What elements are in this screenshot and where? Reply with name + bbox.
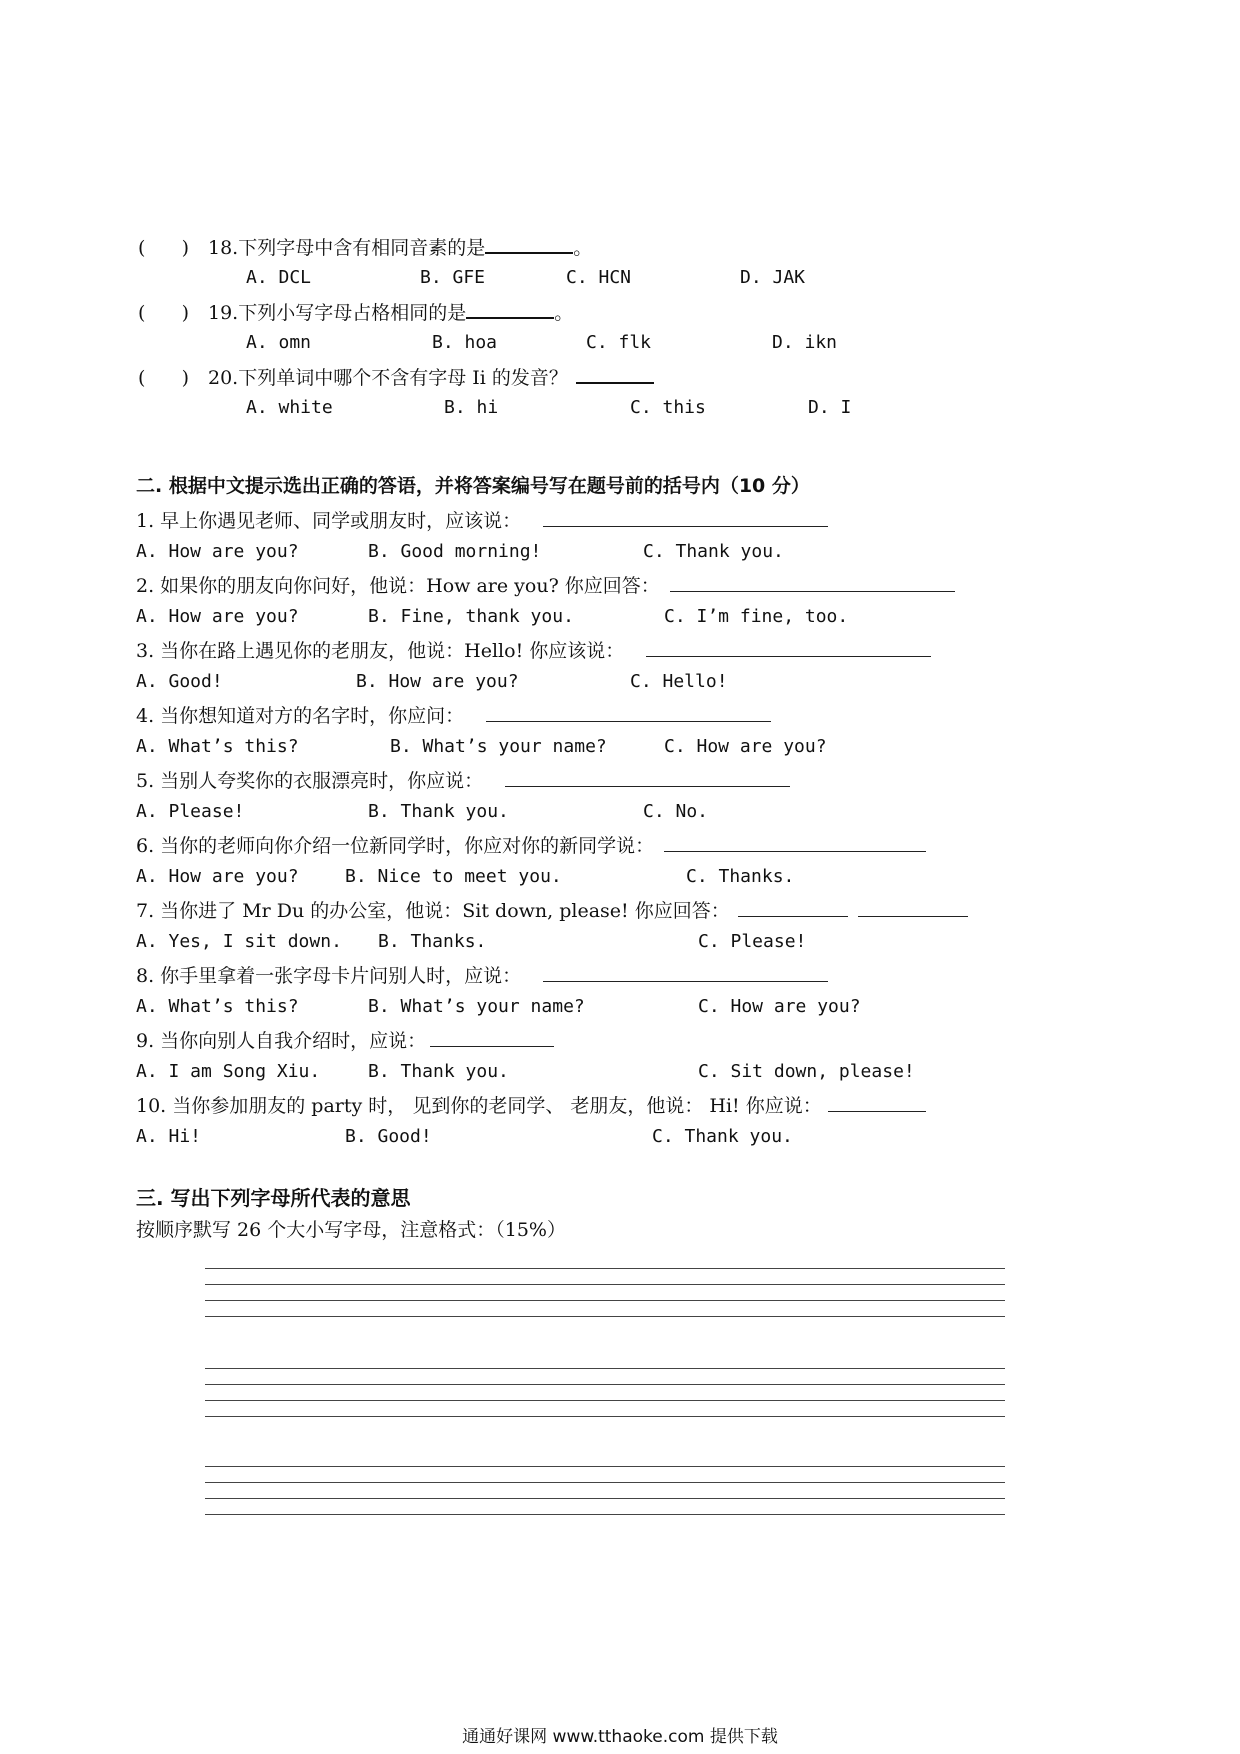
option-c: C. Thanks.	[686, 866, 795, 887]
section-2-item-1	[136, 506, 828, 534]
section-2-item-5	[136, 766, 790, 794]
item-prompt: 10. 当你参加朋友的 party 时， 见到你的老同学、 老朋友，他说： Hi! 你应说：	[136, 1095, 822, 1117]
option-c: C. HCN	[566, 267, 632, 288]
question-19	[138, 297, 573, 326]
section-2-item-7	[136, 896, 968, 924]
grid-line	[205, 1384, 1005, 1385]
option-c: C. flk	[586, 332, 652, 353]
grid-line	[205, 1268, 1005, 1269]
option-b: B. GFE	[420, 267, 486, 288]
question-suffix: 。	[573, 237, 593, 259]
item-prompt: 7. 当你进了 Mr Du 的办公室，他说：Sit down, please! 你应回答：	[136, 900, 730, 922]
answer-paren[interactable]: ( )	[138, 367, 190, 389]
answer-paren[interactable]: ( )	[138, 302, 190, 324]
option-b: B. What’s your name?	[368, 996, 585, 1017]
option-c: C. No.	[643, 801, 709, 822]
option-b: B. Good!	[345, 1126, 432, 1147]
item-prompt: 8. 你手里拿着一张字母卡片问别人时，应说：	[136, 965, 522, 987]
option-c: C. Please!	[698, 931, 807, 952]
question-text: 下列单词中哪个不含有字母 Ii 的发音？	[238, 367, 568, 389]
question-20	[138, 362, 654, 391]
answer-blank[interactable]	[486, 701, 771, 722]
answer-blank[interactable]	[646, 636, 931, 657]
grid-line	[205, 1514, 1005, 1515]
answer-paren[interactable]: ( )	[138, 237, 190, 259]
option-b: B. hoa	[432, 332, 498, 353]
option-c: C. I’m fine, too.	[664, 606, 849, 627]
grid-line	[205, 1466, 1005, 1467]
option-a: A. Hi!	[136, 1126, 202, 1147]
answer-blank[interactable]	[664, 831, 926, 852]
option-a: A. What’s this?	[136, 736, 299, 757]
option-d: D. ikn	[772, 332, 838, 353]
option-c: C. How are you?	[698, 996, 861, 1017]
question-18	[138, 232, 592, 261]
item-prompt: 1. 早上你遇见老师、同学或朋友时，应该说：	[136, 510, 522, 532]
option-a: A. DCL	[246, 267, 312, 288]
answer-blank[interactable]	[430, 1026, 554, 1047]
option-c: C. Thank you.	[652, 1126, 793, 1147]
option-d: D. JAK	[740, 267, 806, 288]
answer-blank[interactable]	[670, 571, 955, 592]
option-b: B. Thanks.	[378, 931, 487, 952]
answer-blank-1[interactable]	[738, 896, 848, 917]
section-2-item-3	[136, 636, 931, 664]
question-number: 19.	[208, 302, 239, 324]
option-c: C. Hello!	[630, 671, 728, 692]
grid-line	[205, 1416, 1005, 1417]
section-2-item-10	[136, 1091, 926, 1119]
item-prompt: 3. 当你在路上遇见你的老朋友，他说：Hello! 你应该说：	[136, 640, 625, 662]
answer-blank[interactable]	[485, 232, 573, 254]
grid-line	[205, 1284, 1005, 1285]
question-number: 20.	[208, 367, 239, 389]
option-b: B. Good morning!	[368, 541, 542, 562]
item-prompt: 2. 如果你的朋友向你问好，他说：How are you? 你应回答：	[136, 575, 660, 597]
section-2-heading: 二. 根据中文提示选出正确的答语，并将答案编号写在题号前的括号内（10 分）	[136, 475, 810, 497]
grid-line	[205, 1316, 1005, 1317]
question-text: 下列字母中含有相同音素的是	[238, 237, 486, 259]
section-3-heading: 三. 写出下列字母所代表的意思	[136, 1186, 411, 1210]
section-3-instruction: 按顺序默写 26 个大小写字母，注意格式：（15%）	[136, 1219, 566, 1241]
option-b: B. Fine, thank you.	[368, 606, 574, 627]
writing-grid-1[interactable]	[205, 1268, 1005, 1328]
option-c: C. How are you?	[664, 736, 827, 757]
option-a: A. white	[246, 397, 333, 418]
question-text: 下列小写字母占格相同的是	[238, 302, 467, 324]
option-a: A. How are you?	[136, 606, 299, 627]
section-2-item-4	[136, 701, 771, 729]
answer-blank[interactable]	[466, 297, 554, 319]
option-b: B. hi	[444, 397, 499, 418]
question-number: 18.	[208, 237, 239, 259]
option-c: C. Thank you.	[643, 541, 784, 562]
answer-blank[interactable]	[505, 766, 790, 787]
writing-grid-3[interactable]	[205, 1466, 1005, 1526]
question-suffix: 。	[554, 302, 574, 324]
option-b: B. How are you?	[356, 671, 519, 692]
item-prompt: 4. 当你想知道对方的名字时，你应问：	[136, 705, 465, 727]
option-d: D. I	[808, 397, 852, 418]
grid-line	[205, 1482, 1005, 1483]
grid-line	[205, 1300, 1005, 1301]
option-b: B. Thank you.	[368, 1061, 509, 1082]
answer-blank-2[interactable]	[858, 896, 968, 917]
option-a: A. omn	[246, 332, 312, 353]
section-2-item-6	[136, 831, 926, 859]
grid-line	[205, 1368, 1005, 1369]
answer-blank[interactable]	[828, 1091, 926, 1112]
option-c: C. Sit down, please!	[698, 1061, 915, 1082]
answer-blank[interactable]	[576, 362, 654, 384]
option-a: A. Yes, I sit down.	[136, 931, 342, 952]
option-b: B. Nice to meet you.	[345, 866, 562, 887]
grid-line	[205, 1498, 1005, 1499]
grid-line	[205, 1400, 1005, 1401]
option-a: A. How are you?	[136, 866, 299, 887]
item-prompt: 5. 当别人夸奖你的衣服漂亮时，你应说：	[136, 770, 484, 792]
item-prompt: 9. 当你向别人自我介绍时，应说：	[136, 1030, 427, 1052]
option-a: A. How are you?	[136, 541, 299, 562]
option-a: A. I am Song Xiu.	[136, 1061, 321, 1082]
option-a: A. What’s this?	[136, 996, 299, 1017]
page-footer: 通通好课网 www.tthaoke.com 提供下载	[462, 1727, 778, 1747]
option-a: A. Please!	[136, 801, 245, 822]
answer-blank[interactable]	[543, 506, 828, 527]
option-b: B. Thank you.	[368, 801, 509, 822]
section-2-item-2	[136, 571, 955, 599]
section-2-item-8	[136, 961, 828, 989]
answer-blank[interactable]	[543, 961, 828, 982]
option-c: C. this	[630, 397, 706, 418]
item-prompt: 6. 当你的老师向你介绍一位新同学时，你应对你的新同学说：	[136, 835, 655, 857]
option-b: B. What’s your name?	[390, 736, 607, 757]
section-2-item-9	[136, 1026, 554, 1054]
writing-grid-2[interactable]	[205, 1368, 1005, 1428]
option-a: A. Good!	[136, 671, 223, 692]
